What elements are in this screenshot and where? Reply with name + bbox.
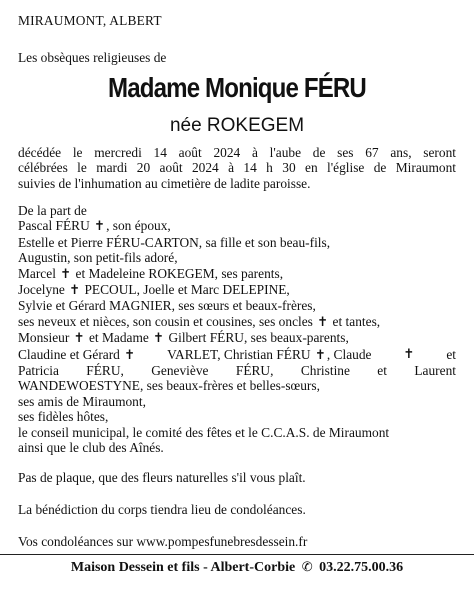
family-line: [18, 218, 456, 234]
cross-icon: ✝: [94, 219, 106, 235]
family-line: ses amis de Miraumont,: [18, 393, 146, 409]
footer: [0, 560, 474, 576]
deceased-name: Madame Monique FÉRU: [108, 72, 366, 103]
family-line: WANDEWOESTYNE, ses beaux-frères et belles-sœurs,: [18, 378, 320, 394]
family-text: VARLET, Christian FÉRU ✝, Claude: [167, 346, 372, 363]
death-paragraph: [18, 145, 456, 191]
family-text: et tantes,: [332, 313, 381, 329]
death-line-2: célébrées le mardi 20 août 2024 à 14 h 30 en l'église de Miraumont: [18, 160, 456, 176]
cross-icon: ✝: [317, 314, 329, 330]
town-header: MIRAUMONT, ALBERT: [18, 13, 162, 28]
family-text: Marcel: [18, 265, 56, 281]
family-text: et Madeleine ROKEGEM, ses parents,: [75, 265, 284, 281]
cross-icon: ✝: [124, 347, 136, 363]
family-text: Jocelyne: [18, 282, 65, 298]
family-list: [18, 203, 456, 456]
family-line: [18, 330, 456, 346]
cross-icon: ✝: [73, 331, 85, 347]
family-line: le conseil municipal, le comité des fêtes et le C.C.A.S. de Miraumont: [18, 424, 390, 440]
company-name: Maison Dessein et fils - Albert-Corbie: [70, 560, 296, 575]
cross-icon: ✝: [403, 346, 415, 362]
family-text: et Madame: [88, 330, 149, 346]
family-line: ainsi que le club des Aînés.: [18, 440, 164, 456]
cross-icon: ✝: [60, 266, 72, 282]
cross-icon: ✝: [314, 347, 326, 363]
maiden-name: née ROKEGEM: [169, 115, 305, 136]
family-text: Claudine et Gérard ✝: [18, 346, 136, 363]
cross-icon: ✝: [69, 283, 81, 299]
family-text: Monsieur: [18, 330, 70, 346]
family-line: Estelle et Pierre FÉRU-CARTON, sa fille et son beau-fils,: [18, 234, 331, 250]
footer-divider: [0, 554, 474, 555]
death-line-1: décédée le mercredi 14 août 2024 à l'aube de ses 67 ans, seront: [18, 145, 456, 160]
family-text: PECOUL, Joelle et Marc DELEPINE,: [84, 282, 290, 298]
cross-icon: ✝: [153, 331, 165, 347]
family-line: Sylvie et Gérard MAGNIER, ses sœurs et beaux-frères,: [18, 298, 316, 314]
family-line: Augustin, son petit-fils adoré,: [18, 250, 178, 266]
phone-icon: ✆: [301, 560, 313, 575]
blessing-note: La bénédiction du corps tiendra lieu de condoléances.: [18, 502, 306, 517]
phone-number: 03.22.75.00.36: [319, 560, 404, 575]
intro-text: Les obsèques religieuses de: [18, 50, 167, 65]
death-line-3: suivies de l'inhumation au cimetière de ladite paroisse.: [18, 175, 311, 191]
family-line: ses fidèles hôtes,: [18, 409, 109, 425]
family-line: De la part de: [18, 203, 87, 218]
family-text: Pascal FÉRU: [18, 218, 90, 234]
flowers-note: Pas de plaque, que des fleurs naturelles s'il vous plaît.: [18, 470, 306, 485]
family-text: , son époux,: [106, 218, 171, 234]
family-text: Gilbert FÉRU, ses beaux-parents,: [168, 330, 349, 346]
family-line: [18, 282, 456, 298]
condolences-note: Vos condoléances sur www.pompesfunebresdessein.fr: [18, 534, 308, 549]
family-line: [18, 314, 456, 330]
family-line: [18, 347, 456, 363]
family-text: ses neveux et nièces, son cousin et cousines, ses oncles: [18, 313, 313, 329]
family-line: Patricia FÉRU, Geneviève FÉRU, Christine et Laurent: [18, 363, 456, 379]
family-line: [18, 266, 456, 282]
family-text: et: [446, 346, 456, 362]
